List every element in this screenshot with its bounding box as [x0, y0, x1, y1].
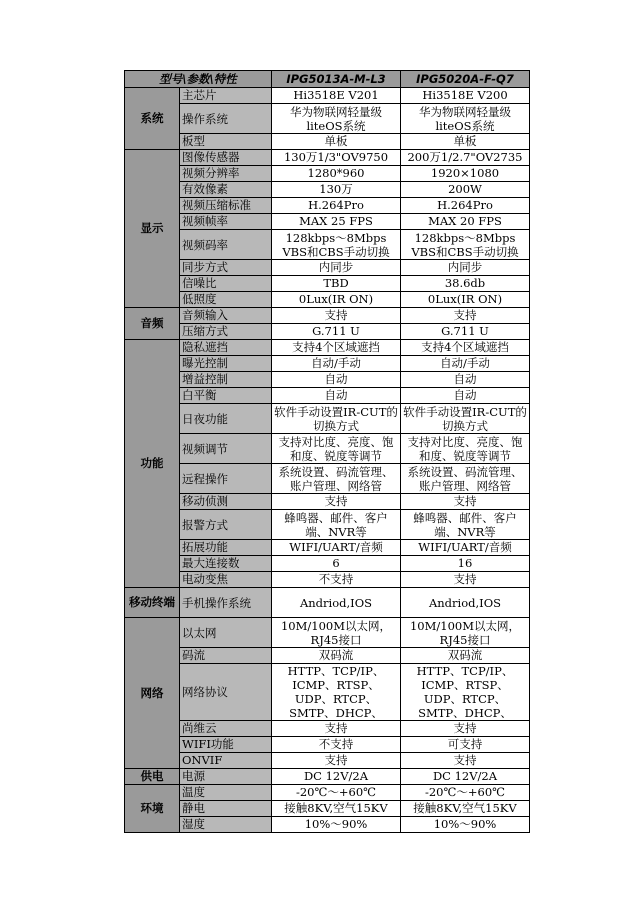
model-2-value: Andriod,IOS [401, 588, 530, 618]
model-2-value: 200W [401, 182, 530, 198]
model-1-value: WIFI/UART/音频 [272, 540, 401, 556]
model-2-value: 支持4个区域遮挡 [401, 340, 530, 356]
parameter-label: 视频调节 [180, 434, 272, 464]
model-1-value: 支持4个区域遮挡 [272, 340, 401, 356]
model-2-value: 系统设置、码流管理、账户管理、网络管 [401, 464, 530, 494]
model-2-value: 内同步 [401, 260, 530, 276]
spec-row [125, 618, 530, 648]
spec-row [125, 340, 530, 356]
parameter-label: 图像传感器 [180, 150, 272, 166]
model-1-value: G.711 U [272, 324, 401, 340]
spec-row [125, 817, 530, 833]
spec-row [125, 388, 530, 404]
model-1-value: 软件手动设置IR-CUT的切换方式 [272, 404, 401, 434]
model-1-value: -20℃～+60℃ [272, 785, 401, 801]
model-2-value: MAX 20 FPS [401, 214, 530, 230]
parameter-label: 电动变焦 [180, 572, 272, 588]
model-1-value: 支持 [272, 753, 401, 769]
model-1-value: 不支持 [272, 737, 401, 753]
spec-row [125, 785, 530, 801]
spec-row [125, 464, 530, 494]
spec-row [125, 292, 530, 308]
model-2-value: 蜂鸣器、邮件、客户端、NVR等 [401, 510, 530, 540]
model-1-value: 130万 [272, 182, 401, 198]
model-1-value: 支持 [272, 721, 401, 737]
model-1-value: 自动/手动 [272, 356, 401, 372]
model-1-value: 支持对比度、亮度、饱和度、锐度等调节 [272, 434, 401, 464]
parameter-label: 远程操作 [180, 464, 272, 494]
model-2-value: 自动 [401, 388, 530, 404]
model-1-value: 系统设置、码流管理、账户管理、网络管 [272, 464, 401, 494]
header-row [125, 71, 530, 88]
model-2-value: WIFI/UART/音频 [401, 540, 530, 556]
model-1-value: 双码流 [272, 648, 401, 664]
spec-row [125, 324, 530, 340]
model-1-value: 1280*960 [272, 166, 401, 182]
parameter-label: 视频分辨率 [180, 166, 272, 182]
model-1-value: 0Lux(IR ON) [272, 292, 401, 308]
spec-row [125, 737, 530, 753]
spec-row [125, 260, 530, 276]
category-label: 功能 [125, 340, 180, 588]
model-1-value: 支持 [272, 494, 401, 510]
model-2-value: 128kbps～8Mbps VBS和CBS手动切换 [401, 230, 530, 260]
model-1-value: 6 [272, 556, 401, 572]
model-2-value: 支持 [401, 308, 530, 324]
category-label: 移动终端 [125, 588, 180, 618]
parameter-label: 白平衡 [180, 388, 272, 404]
model-1-value: 蜂鸣器、邮件、客户端、NVR等 [272, 510, 401, 540]
parameter-label: 操作系统 [180, 104, 272, 134]
parameter-label: 静电 [180, 801, 272, 817]
spec-row [125, 356, 530, 372]
parameter-label: 网络协议 [180, 664, 272, 721]
model-2-value: 自动/手动 [401, 356, 530, 372]
spec-row [125, 540, 530, 556]
parameter-label: 曝光控制 [180, 356, 272, 372]
parameter-label: 温度 [180, 785, 272, 801]
model-2-value: 200万1/2.7"OV2735 [401, 150, 530, 166]
parameter-label: 最大连接数 [180, 556, 272, 572]
model-1-value: TBD [272, 276, 401, 292]
parameter-label: 主芯片 [180, 88, 272, 104]
spec-row [125, 88, 530, 104]
model-1-value: 10%～90% [272, 817, 401, 833]
model-2-value: 支持 [401, 753, 530, 769]
spec-row [125, 198, 530, 214]
model-2-value: 可支持 [401, 737, 530, 753]
parameter-label: 同步方式 [180, 260, 272, 276]
model-1-value: 10M/100M以太网，RJ45接口 [272, 618, 401, 648]
model-2-value: 支持 [401, 572, 530, 588]
model-2-value: 16 [401, 556, 530, 572]
model-2-value: 软件手动设置IR-CUT的切换方式 [401, 404, 530, 434]
parameter-label: 视频码率 [180, 230, 272, 260]
category-label: 环境 [125, 785, 180, 833]
model-2-value: 单板 [401, 134, 530, 150]
model-2-value: 38.6db [401, 276, 530, 292]
spec-row [125, 308, 530, 324]
model-1-value: Andriod,IOS [272, 588, 401, 618]
parameter-label: 日夜功能 [180, 404, 272, 434]
parameter-label: 尚维云 [180, 721, 272, 737]
model-2-value: HTTP、TCP/IP、ICMP、RTSP、UDP、RTCP、SMTP、DHCP、 [401, 664, 530, 721]
parameter-label: 有效像素 [180, 182, 272, 198]
category-label: 网络 [125, 618, 180, 769]
spec-row [125, 588, 530, 618]
spec-row [125, 510, 530, 540]
spec-row [125, 721, 530, 737]
model-1-value: H.264Pro [272, 198, 401, 214]
spec-row [125, 134, 530, 150]
model-2-value: 支持 [401, 494, 530, 510]
model-1-value: 华为物联网轻量级liteOS系统 [272, 104, 401, 134]
category-label: 系统 [125, 88, 180, 150]
model-2-value: Hi3518E V200 [401, 88, 530, 104]
model-2-value: 支持对比度、亮度、饱和度、锐度等调节 [401, 434, 530, 464]
spec-row [125, 150, 530, 166]
model-2-value: 自动 [401, 372, 530, 388]
model-2-value: 支持 [401, 721, 530, 737]
spec-row [125, 214, 530, 230]
parameter-label: 板型 [180, 134, 272, 150]
header-model-param-feature: 型号\参数\特性 [125, 71, 272, 88]
model-1-value: HTTP、TCP/IP、ICMP、RTSP、UDP、RTCP、SMTP、DHCP、 [272, 664, 401, 721]
spec-row [125, 648, 530, 664]
model-2-value: H.264Pro [401, 198, 530, 214]
spec-row [125, 372, 530, 388]
model-2-value: 华为物联网轻量级liteOS系统 [401, 104, 530, 134]
model-1-value: 130万1/3"OV9750 [272, 150, 401, 166]
model-1-value: 接触8KV,空气15KV [272, 801, 401, 817]
model-1-value: MAX 25 FPS [272, 214, 401, 230]
parameter-label: 移动侦测 [180, 494, 272, 510]
model-1-value: 128kbps～8Mbps VBS和CBS手动切换 [272, 230, 401, 260]
spec-row [125, 182, 530, 198]
parameter-label: 低照度 [180, 292, 272, 308]
spec-row [125, 166, 530, 182]
header-model-1: IPG5013A-M-L3 [272, 71, 401, 88]
model-2-value: 10M/100M以太网，RJ45接口 [401, 618, 530, 648]
spec-table [124, 70, 530, 833]
spec-row [125, 104, 530, 134]
spec-row [125, 230, 530, 260]
parameter-label: 压缩方式 [180, 324, 272, 340]
parameter-label: 码流 [180, 648, 272, 664]
category-label: 供电 [125, 769, 180, 785]
model-1-value: 内同步 [272, 260, 401, 276]
parameter-label: WIFI功能 [180, 737, 272, 753]
spec-row [125, 404, 530, 434]
model-1-value: 自动 [272, 372, 401, 388]
category-label: 显示 [125, 150, 180, 308]
model-1-value: 不支持 [272, 572, 401, 588]
model-2-value: 0Lux(IR ON) [401, 292, 530, 308]
spec-row [125, 434, 530, 464]
parameter-label: 拓展功能 [180, 540, 272, 556]
parameter-label: 视频帧率 [180, 214, 272, 230]
model-2-value: -20℃～+60℃ [401, 785, 530, 801]
parameter-label: 增益控制 [180, 372, 272, 388]
spec-row [125, 664, 530, 721]
model-1-value: 自动 [272, 388, 401, 404]
parameter-label: 信噪比 [180, 276, 272, 292]
parameter-label: 湿度 [180, 817, 272, 833]
header-model-2: IPG5020A-F-Q7 [401, 71, 530, 88]
model-2-value: 接触8KV,空气15KV [401, 801, 530, 817]
model-2-value: 双码流 [401, 648, 530, 664]
parameter-label: 电源 [180, 769, 272, 785]
spec-row [125, 494, 530, 510]
parameter-label: ONVIF [180, 753, 272, 769]
model-2-value: DC 12V/2A [401, 769, 530, 785]
spec-row [125, 572, 530, 588]
category-label: 音频 [125, 308, 180, 340]
parameter-label: 以太网 [180, 618, 272, 648]
parameter-label: 音频输入 [180, 308, 272, 324]
spec-row [125, 276, 530, 292]
parameter-label: 报警方式 [180, 510, 272, 540]
model-2-value: G.711 U [401, 324, 530, 340]
spec-row [125, 556, 530, 572]
model-1-value: Hi3518E V201 [272, 88, 401, 104]
model-1-value: 支持 [272, 308, 401, 324]
spec-row [125, 769, 530, 785]
parameter-label: 手机操作系统 [180, 588, 272, 618]
model-2-value: 10%～90% [401, 817, 530, 833]
parameter-label: 隐私遮挡 [180, 340, 272, 356]
spec-row [125, 801, 530, 817]
model-1-value: DC 12V/2A [272, 769, 401, 785]
model-1-value: 单板 [272, 134, 401, 150]
spec-row [125, 753, 530, 769]
parameter-label: 视频压缩标准 [180, 198, 272, 214]
spec-table-body [125, 71, 530, 833]
model-2-value: 1920×1080 [401, 166, 530, 182]
